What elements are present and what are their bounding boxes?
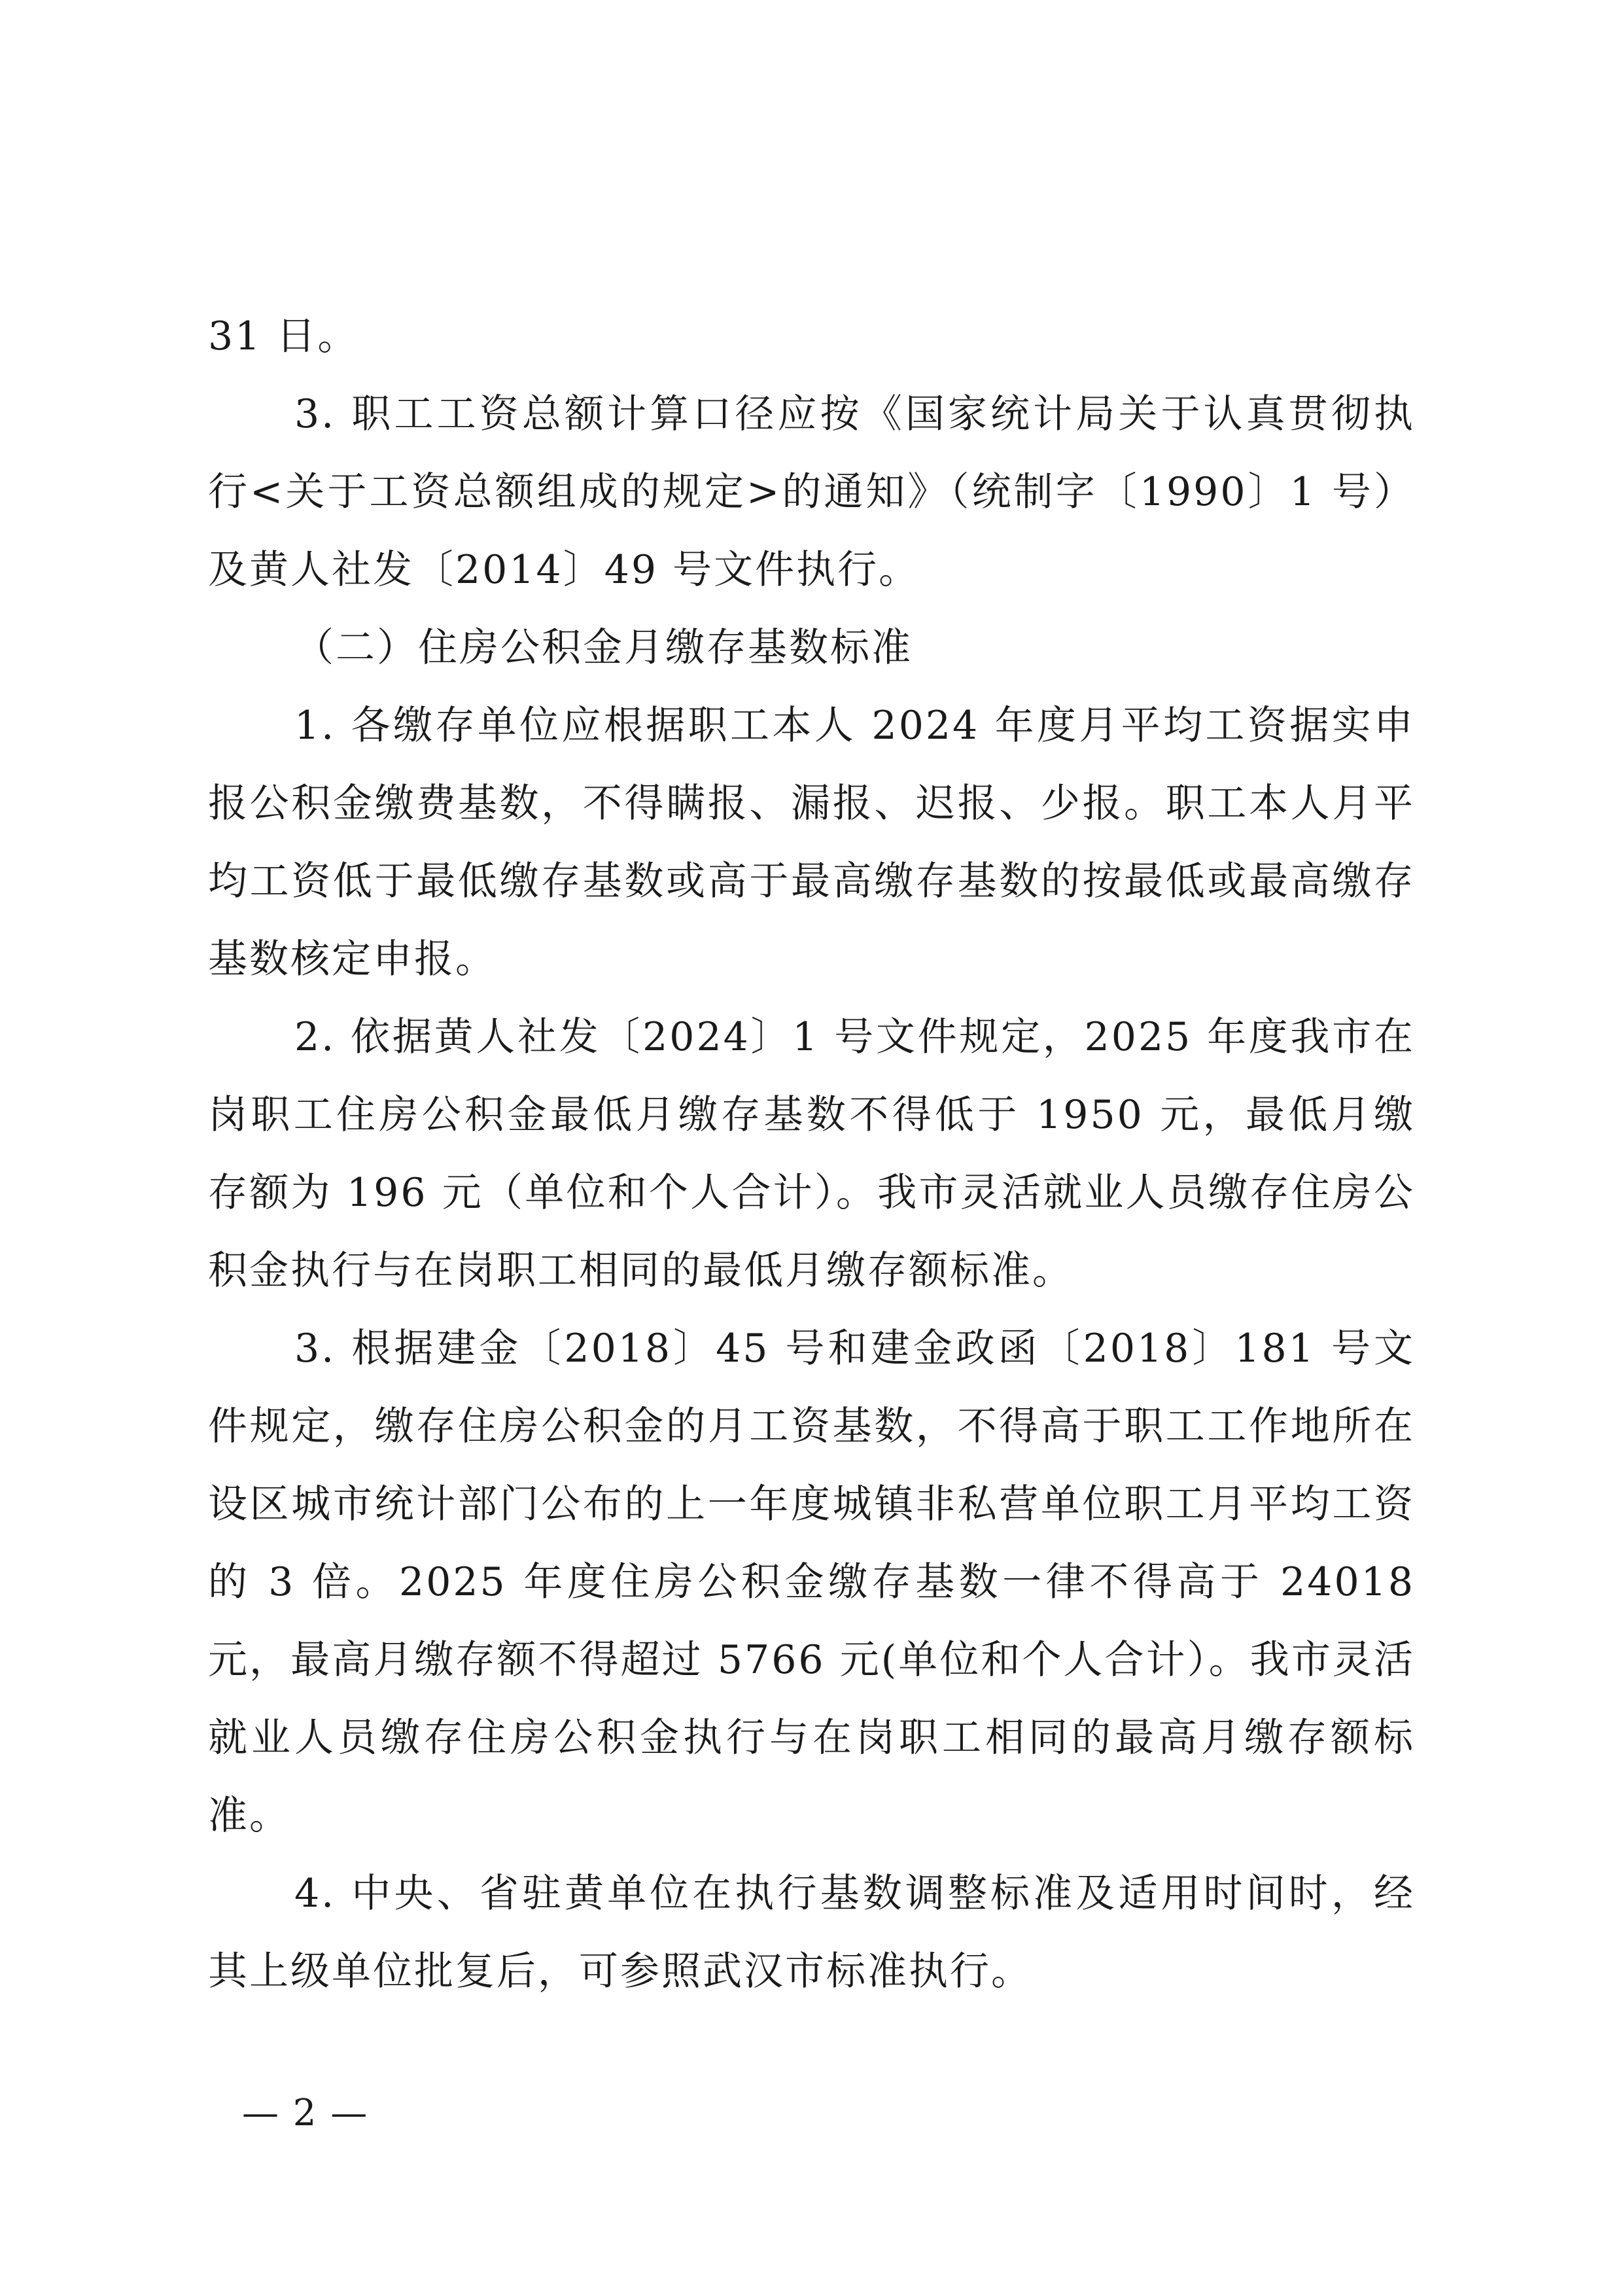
paragraph-wage-total-basis: 3. 职工工资总额计算口径应按《国家统计局关于认真贯彻执行<关于工资总额组成的规定>的通知》（统制字〔1990〕1 号）及黄人社发〔2014〕49 号文件执行。 [208, 391, 1415, 593]
paragraph-item-2-minimum-base: 2. 依据黄人社发〔2024〕1 号文件规定，2025 年度我市在岗职工住房公积金最低月缴存基数不得低于 1950 元，最低月缴存额为 196 元（单位和个人合计）。我市灵活就业人员缴存住房公积金执行与在岗职工相同的最低月缴存额标准。 [208, 1014, 1415, 1294]
paragraph-date-continuation: 31 日。 [208, 313, 359, 359]
section-heading-housing-fund-base: （二）住房公积金月缴存基数标准 [294, 625, 913, 671]
document-body [208, 298, 1415, 2011]
page-number: — 2 — [242, 2092, 369, 2134]
paragraph-item-1-declaration: 1. 各缴存单位应根据职工本人 2024 年度月平均工资据实申报公积金缴费基数，不得瞒报、漏报、迟报、少报。职工本人月平均工资低于最低缴存基数或高于最高缴存基数的按最低或最高缴存基数核定申报。 [208, 703, 1415, 982]
paragraph-item-3-maximum-base: 3. 根据建金〔2018〕45 号和建金政函〔2018〕181 号文件规定，缴存住房公积金的月工资基数，不得高于职工工作地所在设区城市统计部门公布的上一年度城镇非私营单位职工月平均工资的 3 倍。2025 年度住房公积金缴存基数一律不得高于 24018 元，最高月缴存额不得超过 5766 元(单位和个人合计）。我市灵活就业人员缴存住房公积金执行与在岗职工相同的最高月缴存额标准。 [208, 1326, 1415, 1839]
paragraph-item-4-central-provincial-units: 4. 中央、省驻黄单位在执行基数调整标准及适用时间时，经其上级单位批复后，可参照武汉市标准执行。 [208, 1871, 1415, 1994]
